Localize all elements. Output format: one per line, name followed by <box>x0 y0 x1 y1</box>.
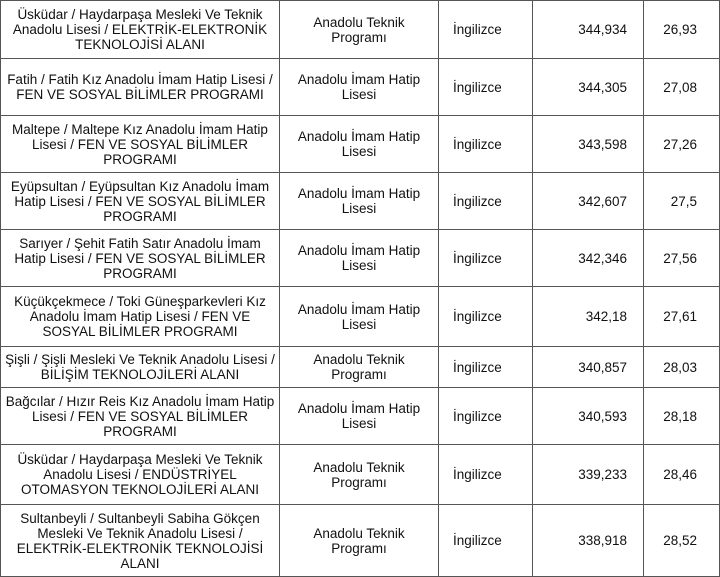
percentile-cell: 28,03 <box>644 347 720 388</box>
percentile-cell: 27,56 <box>644 230 720 287</box>
program-type-cell: Anadolu İmam Hatip Lisesi <box>280 116 439 173</box>
school-cell: Sultanbeyli / Sultanbeyli Sabiha Gökçen Mesleki Ve Teknik Anadolu Lisesi / ELEKTRİK-ELEKTRONİK TEKNOLOJİSİ ALANI <box>1 505 280 577</box>
score-cell: 340,593 <box>533 388 644 445</box>
table-row <box>1 173 720 230</box>
program-type-cell: Anadolu İmam Hatip Lisesi <box>280 287 439 347</box>
language-cell: İngilizce <box>439 230 533 287</box>
score-cell: 339,233 <box>533 445 644 505</box>
school-cell: Üsküdar / Haydarpaşa Mesleki Ve Teknik Anadolu Lisesi / ELEKTRİK-ELEKTRONİK TEKNOLOJİSİ ALANI <box>1 1 280 59</box>
program-type-cell: Anadolu İmam Hatip Lisesi <box>280 59 439 116</box>
score-cell: 338,918 <box>533 505 644 577</box>
school-cell: Maltepe / Maltepe Kız Anadolu İmam Hatip Lisesi / FEN VE SOSYAL BİLİMLER PROGRAMI <box>1 116 280 173</box>
school-cell: Fatih / Fatih Kız Anadolu İmam Hatip Lisesi / FEN VE SOSYAL BİLİMLER PROGRAMI <box>1 59 280 116</box>
percentile-cell: 27,08 <box>644 59 720 116</box>
percentile-cell: 26,93 <box>644 1 720 59</box>
score-cell: 344,934 <box>533 1 644 59</box>
table-row <box>1 388 720 445</box>
percentile-cell: 28,52 <box>644 505 720 577</box>
score-cell: 340,857 <box>533 347 644 388</box>
score-cell: 343,598 <box>533 116 644 173</box>
table-row <box>1 116 720 173</box>
program-type-cell: Anadolu Teknik Programı <box>280 505 439 577</box>
school-cell: Sarıyer / Şehit Fatih Satır Anadolu İmam Hatip Lisesi / FEN VE SOSYAL BİLİMLER PROGRAMI <box>1 230 280 287</box>
language-cell: İngilizce <box>439 116 533 173</box>
school-cell: Küçükçekmece / Toki Güneşparkevleri Kız Anadolu İmam Hatip Lisesi / FEN VE SOSYAL BİLİMLER PROGRAMI <box>1 287 280 347</box>
score-cell: 344,305 <box>533 59 644 116</box>
percentile-cell: 28,46 <box>644 445 720 505</box>
program-type-cell: Anadolu Teknik Programı <box>280 1 439 59</box>
table-row <box>1 59 720 116</box>
table-row <box>1 445 720 505</box>
percentile-cell: 27,61 <box>644 287 720 347</box>
language-cell: İngilizce <box>439 59 533 116</box>
language-cell: İngilizce <box>439 287 533 347</box>
table-row <box>1 1 720 59</box>
language-cell: İngilizce <box>439 347 533 388</box>
school-cell: Üsküdar / Haydarpaşa Mesleki Ve Teknik Anadolu Lisesi / ENDÜSTRİYEL OTOMASYON TEKNOLOJİLERİ ALANI <box>1 445 280 505</box>
program-type-cell: Anadolu İmam Hatip Lisesi <box>280 173 439 230</box>
table-row <box>1 230 720 287</box>
language-cell: İngilizce <box>439 173 533 230</box>
program-type-cell: Anadolu İmam Hatip Lisesi <box>280 230 439 287</box>
school-cell: Şişli / Şişli Mesleki Ve Teknik Anadolu Lisesi / BİLİŞİM TEKNOLOJİLERİ ALANI <box>1 347 280 388</box>
language-cell: İngilizce <box>439 505 533 577</box>
percentile-cell: 27,26 <box>644 116 720 173</box>
school-cell: Eyüpsultan / Eyüpsultan Kız Anadolu İmam Hatip Lisesi / FEN VE SOSYAL BİLİMLER PROGRAMI <box>1 173 280 230</box>
table-row <box>1 287 720 347</box>
program-type-cell: Anadolu Teknik Programı <box>280 445 439 505</box>
score-cell: 342,346 <box>533 230 644 287</box>
percentile-cell: 27,5 <box>644 173 720 230</box>
program-type-cell: Anadolu İmam Hatip Lisesi <box>280 388 439 445</box>
score-cell: 342,18 <box>533 287 644 347</box>
percentile-cell: 28,18 <box>644 388 720 445</box>
language-cell: İngilizce <box>439 388 533 445</box>
score-cell: 342,607 <box>533 173 644 230</box>
language-cell: İngilizce <box>439 445 533 505</box>
program-type-cell: Anadolu Teknik Programı <box>280 347 439 388</box>
language-cell: İngilizce <box>439 1 533 59</box>
table-row <box>1 505 720 577</box>
school-cell: Bağcılar / Hızır Reis Kız Anadolu İmam Hatip Lisesi / FEN VE SOSYAL BİLİMLER PROGRAMI <box>1 388 280 445</box>
table-row <box>1 347 720 388</box>
